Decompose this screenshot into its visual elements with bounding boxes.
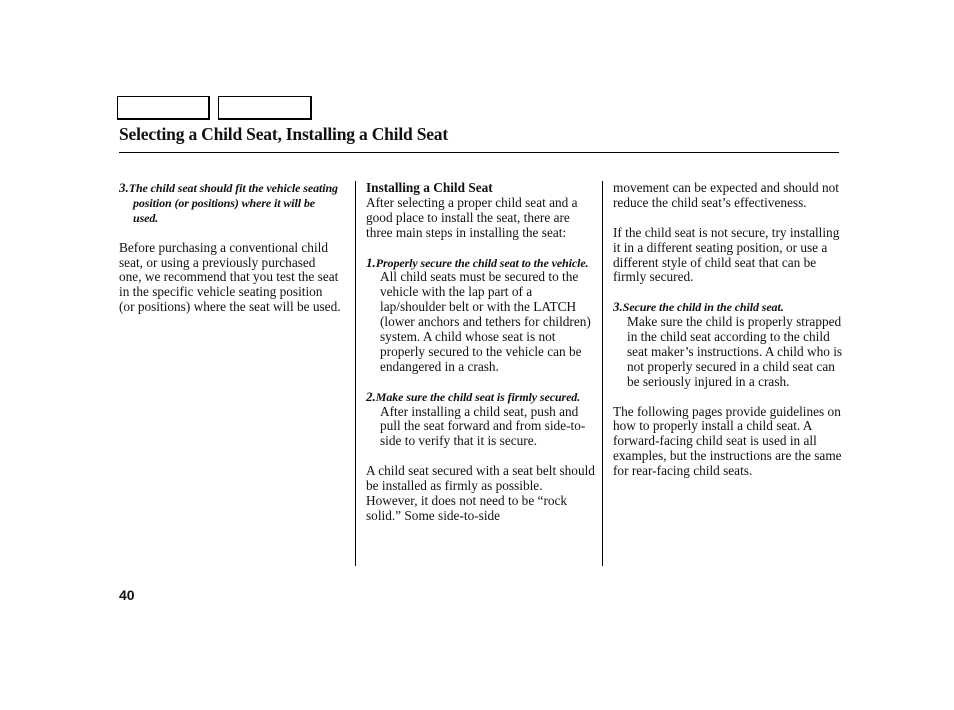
- paragraph: The following pages provide guidelines on how to properly install a child seat. A forward-facing child seat is used in all examples, but the instructions are the same for rear-facing child seats.: [613, 403, 842, 479]
- step-number: 2.: [366, 388, 376, 404]
- step-heading: Secure the child in the child seat.: [622, 300, 784, 315]
- step-text: All child seats must be secured to the vehicle with the lap part of a lap/shoulder belt or with the LATCH (lower anchors and tethers for children) system. A child whose seat is not properly secured to the vehicle can be endangered in a crash.: [380, 269, 591, 374]
- page-title: Selecting a Child Seat, Installing a Child Seat: [119, 124, 448, 144]
- step-number: 3.: [613, 299, 623, 315]
- step-heading: Properly secure the child seat to the vehicle.: [375, 255, 589, 270]
- step-2-firmly-secured: [366, 390, 596, 450]
- step-1-secure-seat: [366, 256, 596, 375]
- paragraph: A child seat secured with a seat belt should be installed as firmly as possible. However, it does not need to be “rock solid.” Some side-to-side: [366, 463, 595, 523]
- column-right: [613, 181, 843, 494]
- step-heading: The child seat should fit the vehicle seating position (or positions) where it will be used.: [128, 181, 338, 225]
- main-menu-button[interactable]: [117, 96, 210, 120]
- column-middle: [366, 181, 596, 539]
- step-text: Make sure the child is properly strapped in the child seat according to the child seat maker’s instructions. A child who is not properly secured in a child seat can be seriously injured in a crash.: [627, 314, 843, 389]
- step-text: After installing a child seat, push and pull the seat forward and from side-to-side to verify that it is secure.: [380, 403, 586, 449]
- page-number: 40: [119, 587, 135, 603]
- paragraph: Before purchasing a conventional child seat, or using a previously purchased one, we recommend that you test the seat in the specific vehicle seating position (or positions) where the seat will be used.: [119, 239, 341, 315]
- subheading: Installing a Child Seat: [366, 180, 493, 195]
- paragraph: If the child seat is not secure, try installing it in a different seating position, or use a different style of child seat that can be firmly secured.: [613, 224, 840, 285]
- step-number: 1.: [366, 254, 376, 270]
- index-button[interactable]: [218, 96, 312, 120]
- title-divider: [119, 152, 839, 153]
- step-heading: Make sure the child seat is firmly secured.: [375, 389, 581, 404]
- step-number: 3.: [119, 180, 129, 195]
- column-divider: [602, 181, 603, 566]
- paragraph: After selecting a proper child seat and a good place to install the seat, there are three main steps in installing the seat:: [366, 194, 578, 240]
- step-3-secure-child: [613, 300, 843, 389]
- column-left: [119, 181, 341, 330]
- column-divider: [355, 181, 356, 566]
- paragraph: movement can be expected and should not reduce the child seat’s effectiveness.: [613, 180, 839, 210]
- step-3-fit-seat: [119, 181, 341, 226]
